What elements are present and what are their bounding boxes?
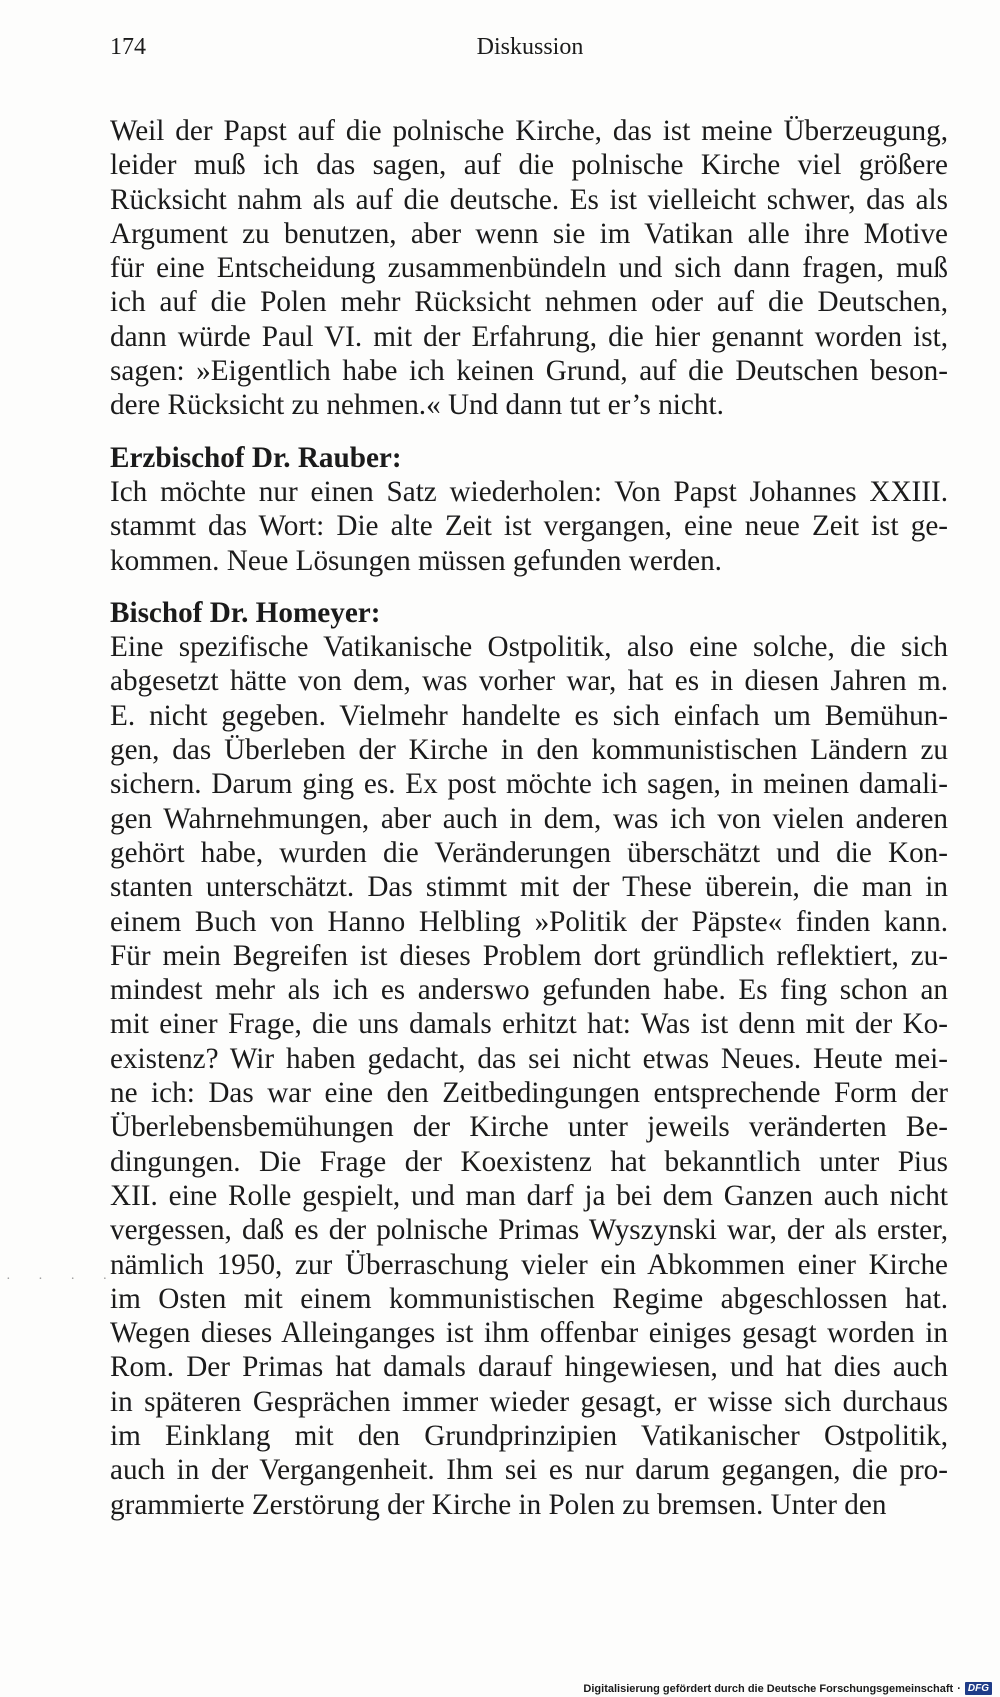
- text-line: dann würde Paul VI. mit der Erfahrung, die hier genannt worden ist,: [110, 320, 948, 353]
- text-line: existenz? Wir haben gedacht, das sei nicht etwas Neues. Heute mei-: [110, 1042, 948, 1075]
- page-header: [110, 34, 950, 70]
- body-text: [110, 114, 948, 1522]
- text-line: Wegen dieses Alleinganges ist ihm offenbar einiges gesagt worden in: [110, 1317, 948, 1350]
- text-line: einem Buch von Hanno Helbling »Politik der Päpste« finden kann.: [110, 905, 948, 938]
- text-line: Rom. Der Primas hat damals darauf hingewiesen, und hat dies auch: [110, 1351, 948, 1384]
- text-line: gen Wahrnehmungen, aber auch in dem, was ich von vielen anderen: [110, 802, 948, 835]
- text-line: XII. eine Rolle gespielt, und man darf ja bei dem Ganzen auch nicht: [110, 1179, 948, 1212]
- digitization-credit: Digitalisierung gefördert durch die Deutsche Forschungsgemeinschaft · DFG: [583, 1682, 992, 1695]
- text-line: Für mein Begreifen ist dieses Problem dort gründlich reflektiert, zu-: [110, 939, 948, 972]
- text-line: grammierte Zerstörung der Kirche in Polen zu bremsen. Unter den: [110, 1488, 887, 1521]
- text-line: auch in der Vergangenheit. Ihm sei es nur darum gegangen, die pro-: [110, 1454, 948, 1487]
- text-line: im Einklang mit den Grundprinzipien Vatikanischer Ostpolitik,: [110, 1419, 948, 1452]
- text-line: Argument zu benutzen, aber wenn sie im Vatikan alle ihre Motive: [110, 217, 948, 250]
- text-line: Eine spezifische Vatikanische Ostpolitik, also eine solche, die sich: [110, 631, 948, 664]
- text-line: mit einer Frage, die uns damals erhitzt hat: Was ist denn mit der Ko-: [110, 1008, 948, 1041]
- text-line: Ich möchte nur einen Satz wiederholen: Von Papst Johannes XXIII.: [110, 475, 948, 508]
- paragraph-1: [110, 114, 948, 423]
- text-line: ne ich: Das war eine den Zeitbedingungen entsprechende Form der: [110, 1077, 948, 1110]
- text-line: stammt das Wort: Die alte Zeit ist vergangen, eine neue Zeit ist ge-: [110, 510, 948, 543]
- text-line: Rücksicht nahm als auf die deutsche. Es ist vielleicht schwer, das als: [110, 183, 948, 216]
- text-line: im Osten mit einem kommunistischen Regime abgeschlossen hat.: [110, 1282, 948, 1315]
- paragraph-2: [110, 475, 948, 578]
- text-line: abgesetzt hätte von dem, was vorher war, hat es in diesen Jahren m.: [110, 665, 948, 698]
- running-head: Diskussion: [476, 34, 584, 60]
- text-line: sichern. Darum ging es. Ex post möchte ich sagen, in meinen damali-: [110, 768, 948, 801]
- text-line: dingungen. Die Frage der Koexistenz hat bekanntlich unter Pius: [110, 1145, 948, 1178]
- paragraph-gap: [110, 423, 948, 441]
- text-line: E. nicht gegeben. Vielmehr handelte es sich einfach um Bemühun-: [110, 699, 948, 732]
- text-line: ich auf die Polen mehr Rücksicht nehmen oder auf die Deutschen,: [110, 286, 948, 319]
- text-line: mindest mehr als ich es anderswo gefunden habe. Es fing schon an: [110, 974, 948, 1007]
- text-line: Überlebensbemühungen der Kirche unter jeweils veränderten Be-: [110, 1111, 948, 1144]
- text-line: nämlich 1950, zur Überraschung vieler ein Abkommen einer Kirche: [110, 1248, 948, 1281]
- page-number: 174: [110, 34, 146, 60]
- text-line: gen, das Überleben der Kirche in den kommunistischen Ländern zu: [110, 734, 948, 767]
- speaker-heading: Bischof Dr. Homeyer:: [110, 596, 381, 629]
- text-line: sagen: »Eigentlich habe ich keinen Grund, auf die Deutschen beson-: [110, 355, 948, 388]
- text-line: dere Rücksicht zu nehmen.« Und dann tut er’s nicht.: [110, 389, 724, 422]
- dfg-logo: DFG: [965, 1682, 992, 1695]
- text-line: Weil der Papst auf die polnische Kirche, das ist meine Überzeugung,: [110, 115, 948, 147]
- credit-text: Digitalisierung gefördert durch die Deutsche Forschungsgemeinschaft: [583, 1682, 954, 1695]
- paragraph-gap: [110, 578, 948, 596]
- text-line: leider muß ich das sagen, auf die polnische Kirche viel größere: [110, 149, 948, 182]
- text-line: gehört habe, wurden die Veränderungen überschätzt und die Kon-: [110, 836, 948, 869]
- speaker-heading: Erzbischof Dr. Rauber:: [110, 441, 402, 474]
- text-line: in späteren Gesprächen immer wieder gesagt, er wisse sich durchaus: [110, 1385, 948, 1418]
- text-line: stanten unterschätzt. Das stimmt mit der These überein, die man in: [110, 871, 948, 904]
- text-line: kommen. Neue Lösungen müssen gefunden werden.: [110, 544, 722, 577]
- scan-artifact-dots: · · · ·: [6, 1272, 120, 1287]
- paragraph-3: [110, 630, 948, 1522]
- text-line: vergessen, daß es der polnische Primas Wyszynski war, der als erster,: [110, 1214, 948, 1247]
- text-line: für eine Entscheidung zusammenbündeln und sich dann fragen, muß: [110, 252, 948, 285]
